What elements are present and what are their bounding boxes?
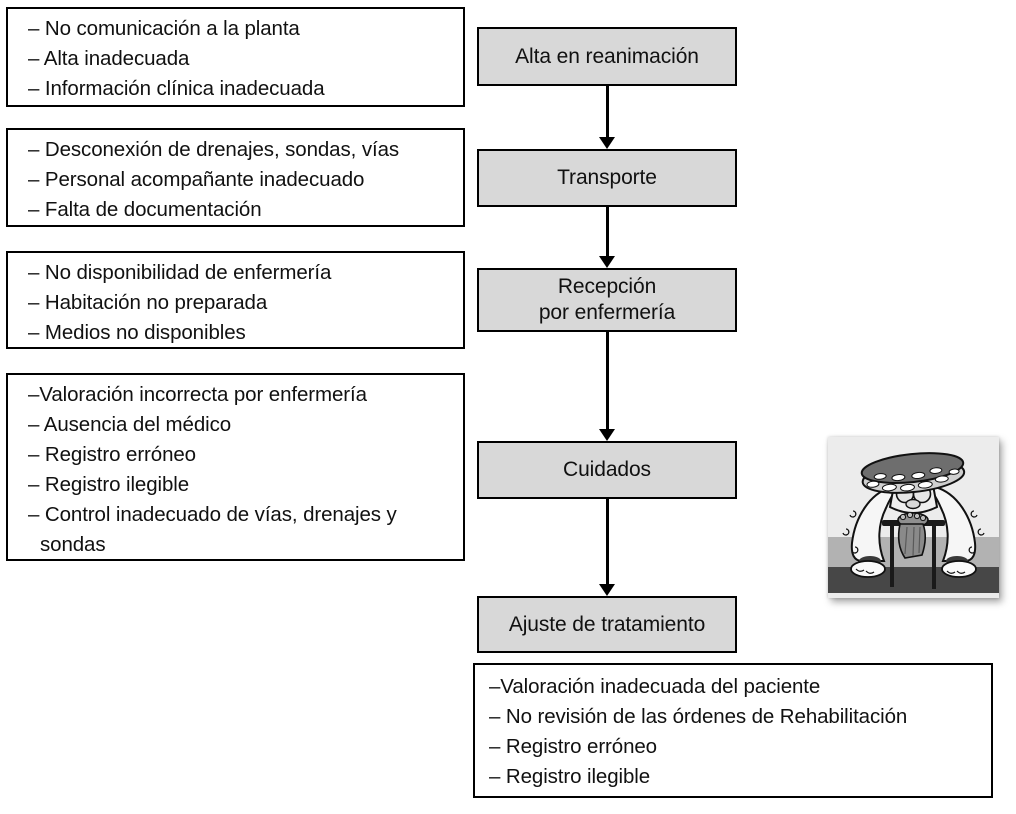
arrow-down-icon bbox=[599, 207, 615, 268]
error-item: – Registro erróneo bbox=[28, 443, 196, 466]
arrow-shaft bbox=[606, 86, 609, 139]
step-label: Ajuste de tratamiento bbox=[508, 612, 706, 636]
arrow-head bbox=[599, 137, 615, 149]
error-box-ajuste-de-tratamiento bbox=[473, 663, 993, 798]
arrow-down-icon bbox=[599, 499, 615, 596]
arrow-shaft bbox=[606, 332, 609, 431]
error-item: – Registro erróneo bbox=[489, 735, 657, 758]
error-item: – No comunicación a la planta bbox=[28, 17, 300, 40]
step-label: por enfermería bbox=[538, 301, 676, 324]
patient-on-walking-frame-illustration bbox=[828, 437, 999, 598]
error-box-cuidados bbox=[6, 373, 465, 561]
error-item: – Registro ilegible bbox=[489, 765, 651, 788]
error-item: –Valoración inadecuada del paciente bbox=[489, 675, 821, 698]
patient-on-walking-frame-cartoon bbox=[828, 437, 999, 598]
error-item: – No disponibilidad de enfermería bbox=[28, 261, 332, 284]
error-box-recepcion bbox=[6, 251, 465, 349]
arrow-shaft bbox=[606, 207, 609, 258]
step-label: Alta en reanimación bbox=[515, 44, 699, 68]
step-recepcion-por-enfermeria bbox=[477, 268, 737, 332]
error-item: – Registro ilegible bbox=[28, 473, 190, 496]
error-item: – Falta de documentación bbox=[28, 198, 262, 221]
arrow-shaft bbox=[606, 499, 609, 586]
step-transporte bbox=[477, 149, 737, 207]
step-label: Recepción bbox=[557, 275, 657, 298]
step-cuidados bbox=[477, 441, 737, 499]
error-item: – Habitación no preparada bbox=[28, 291, 268, 314]
error-item: – Desconexión de drenajes, sondas, vías bbox=[28, 138, 400, 161]
arrow-head bbox=[599, 256, 615, 268]
error-box-alta-en-reanimacion bbox=[6, 7, 465, 107]
arrow-down-icon bbox=[599, 86, 615, 149]
arrow-head bbox=[599, 429, 615, 441]
error-item: –Valoración incorrecta por enfermería bbox=[28, 383, 367, 406]
error-item: – Ausencia del médico bbox=[28, 413, 232, 436]
arrow-head bbox=[599, 584, 615, 596]
step-label: Transporte bbox=[557, 166, 657, 189]
error-item: – No revisión de las órdenes de Rehabilitación bbox=[489, 705, 908, 728]
error-item: – Control inadecuado de vías, drenajes y sondas bbox=[28, 503, 397, 556]
error-item: – Personal acompañante inadecuado bbox=[28, 168, 365, 191]
step-alta-en-reanimacion bbox=[477, 27, 737, 86]
error-item: – Alta inadecuada bbox=[28, 47, 190, 70]
error-item: – Medios no disponibles bbox=[28, 321, 246, 344]
error-box-transporte bbox=[6, 128, 465, 227]
step-label: Cuidados bbox=[563, 458, 651, 481]
error-item: – Información clínica inadecuada bbox=[28, 77, 325, 100]
step-ajuste-de-tratamiento bbox=[477, 596, 737, 653]
arrow-down-icon bbox=[599, 332, 615, 441]
